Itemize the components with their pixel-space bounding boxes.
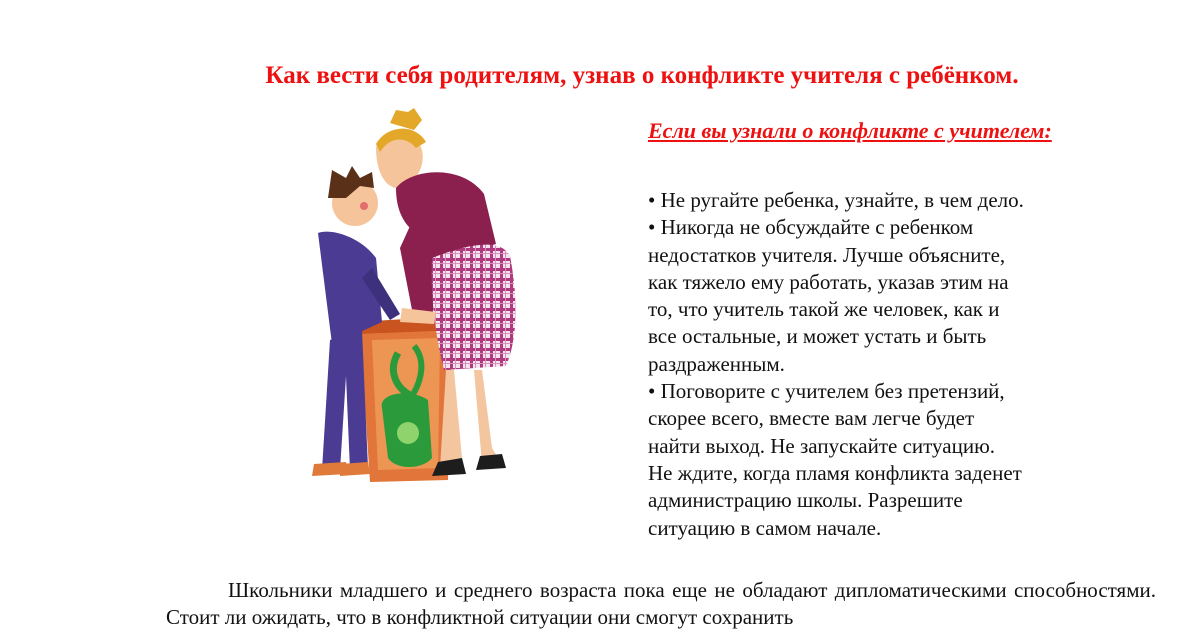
tip-item-2: • Никогда не обсуждайте с ребенком недостатков учителя. Лучше объясните, как тяжело ему работать, указав этим на то, что учитель такой же человек, как и все остальные, и может устать и быть раздраженным. (648, 215, 1009, 376)
page-title: Как вести себя родителям, узнав о конфликте учителя с ребёнком. (265, 62, 1019, 89)
side-heading: Если вы узнали о конфликте с учителем: (648, 118, 1052, 143)
tip-item-3: • Поговорите с учителем без претензий, скорее всего, вместе вам легче будет найти выход. Не запускайте ситуацию. Не ждите, когда пламя конфликта заденет администрацию школы. Разрешите ситуацию в самом начале. (648, 379, 1022, 540)
teacher-scolding-student-illustration (200, 108, 610, 488)
tip-item-1: • Не ругайте ребенка, узнайте, в чем дело. (648, 188, 1024, 212)
tips-list (648, 187, 1118, 542)
body-paragraph: Школьники младшего и среднего возраста пока еще не обладают дипломатическими способностями. Стоит ли ожидать, что в конфликтной ситуации они смогут сохранить (166, 578, 1156, 629)
